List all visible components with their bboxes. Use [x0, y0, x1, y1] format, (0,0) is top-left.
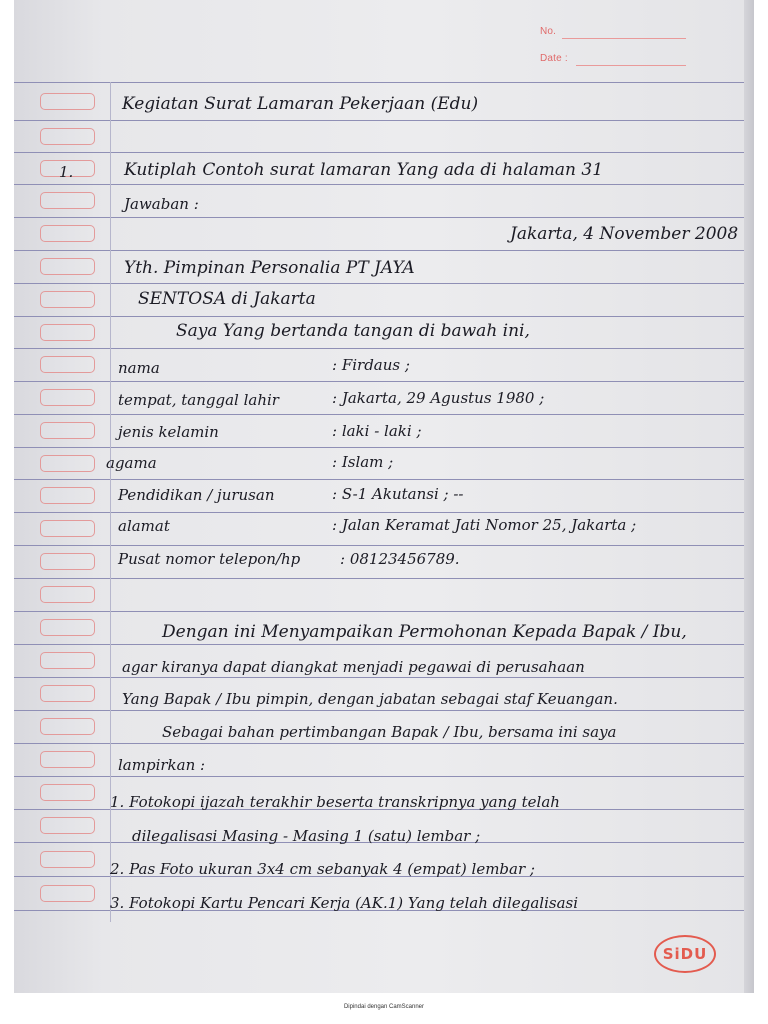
question-text: Kutiplah Contoh surat lamaran Yang ada di halaman 31 [124, 160, 604, 180]
scanner-footer: Dipindai dengan CamScanner [343, 1004, 425, 1010]
number-slot [40, 128, 95, 145]
number-slot [40, 225, 95, 242]
answer-label: Jawaban : [124, 195, 199, 213]
number-slot [40, 192, 95, 209]
date-text: Jakarta, 4 November 2008 [510, 224, 739, 244]
field-label: Pusat nomor telepon/hp [118, 550, 301, 568]
number-slot [40, 93, 95, 110]
sidu-stamp: SiDU [654, 935, 716, 973]
field-label: tempat, tanggal lahir [118, 391, 279, 409]
number-slot [40, 784, 95, 801]
number-slot [40, 487, 95, 504]
addressee-line-2: SENTOSA di Jakarta [138, 289, 316, 309]
number-slot [40, 455, 95, 472]
ruled-line [14, 381, 744, 382]
number-slot [40, 553, 95, 570]
ruled-line [14, 677, 744, 678]
number-slot [40, 389, 95, 406]
number-slot [40, 851, 95, 868]
page-edge [744, 0, 754, 993]
body-line-1: Dengan ini Menyampaikan Permohonan Kepada Bapak / Ibu, [162, 622, 687, 642]
number-slot [40, 619, 95, 636]
number-slot [40, 685, 95, 702]
ruled-line [14, 776, 744, 777]
ruled-line [14, 250, 744, 251]
ruled-line [14, 184, 744, 185]
date-line [576, 65, 686, 66]
field-label: Pendidikan / jurusan [118, 486, 275, 504]
ruled-line [14, 479, 744, 480]
field-value: : 08123456789. [340, 550, 460, 568]
field-label: agama [106, 454, 157, 472]
number-slot [40, 652, 95, 669]
attachment-2: 2. Pas Foto ukuran 3x4 cm sebanyak 4 (empat) lembar ; [110, 860, 535, 878]
body-line-2: agar kiranya dapat diangkat menjadi pegawai di perusahaan [122, 658, 585, 676]
field-label: nama [118, 359, 160, 377]
ruled-line [14, 611, 744, 612]
number-slot [40, 718, 95, 735]
ruled-line [14, 447, 744, 448]
field-value: : S-1 Akutansi ; -- [332, 485, 464, 503]
field-value: : laki - laki ; [332, 422, 422, 440]
number-slot [40, 324, 95, 341]
field-value: : Islam ; [332, 453, 394, 471]
number-slot [40, 885, 95, 902]
ruled-line [14, 152, 744, 153]
number-slot [40, 258, 95, 275]
ruled-line [14, 348, 744, 349]
no-line [562, 38, 686, 39]
ruled-line [14, 545, 744, 546]
attachment-1a: 1. Fotokopi ijazah terakhir beserta transkripnya yang telah [110, 793, 560, 811]
no-label: No. [540, 26, 557, 37]
number-one: 1. [59, 163, 74, 181]
field-value: : Firdaus ; [332, 356, 410, 374]
field-value: : Jalan Keramat Jati Nomor 25, Jakarta ; [332, 516, 637, 534]
ruled-line [14, 578, 744, 579]
body-line-4: Sebagai bahan pertimbangan Bapak / Ibu, bersama ini saya [162, 723, 617, 741]
ruled-line [14, 743, 744, 744]
ruled-line [14, 644, 744, 645]
number-slot [40, 520, 95, 537]
ruled-line [14, 414, 744, 415]
field-value: : Jakarta, 29 Agustus 1980 ; [332, 389, 545, 407]
ruled-line [14, 710, 744, 711]
number-slot [40, 356, 95, 373]
ruled-line [14, 283, 744, 284]
ruled-line [14, 82, 744, 83]
attachment-3: 3. Fotokopi Kartu Pencari Kerja (AK.1) Yang telah dilegalisasi [110, 894, 579, 912]
body-line-3: Yang Bapak / Ibu pimpin, dengan jabatan sebagai staf Keuangan. [122, 690, 618, 708]
ruled-line [14, 217, 744, 218]
addressee-line-1: Yth. Pimpinan Personalia PT JAYA [124, 258, 415, 278]
number-slot [40, 751, 95, 768]
opening-text: Saya Yang bertanda tangan di bawah ini, [176, 321, 530, 341]
body-line-5: lampirkan : [118, 756, 206, 774]
number-slot [40, 586, 95, 603]
number-slot [40, 817, 95, 834]
title-text: Kegiatan Surat Lamaran Pekerjaan (Edu) [122, 94, 479, 114]
field-label: jenis kelamin [118, 423, 219, 441]
number-slot [40, 291, 95, 308]
attachment-1b: dilegalisasi Masing - Masing 1 (satu) lembar ; [132, 827, 481, 845]
ruled-line [14, 120, 744, 121]
notebook-page [14, 0, 754, 993]
field-label: alamat [118, 517, 170, 535]
ruled-line [14, 512, 744, 513]
ruled-line [14, 316, 744, 317]
number-slot [40, 422, 95, 439]
date-label: Date : [540, 53, 568, 64]
